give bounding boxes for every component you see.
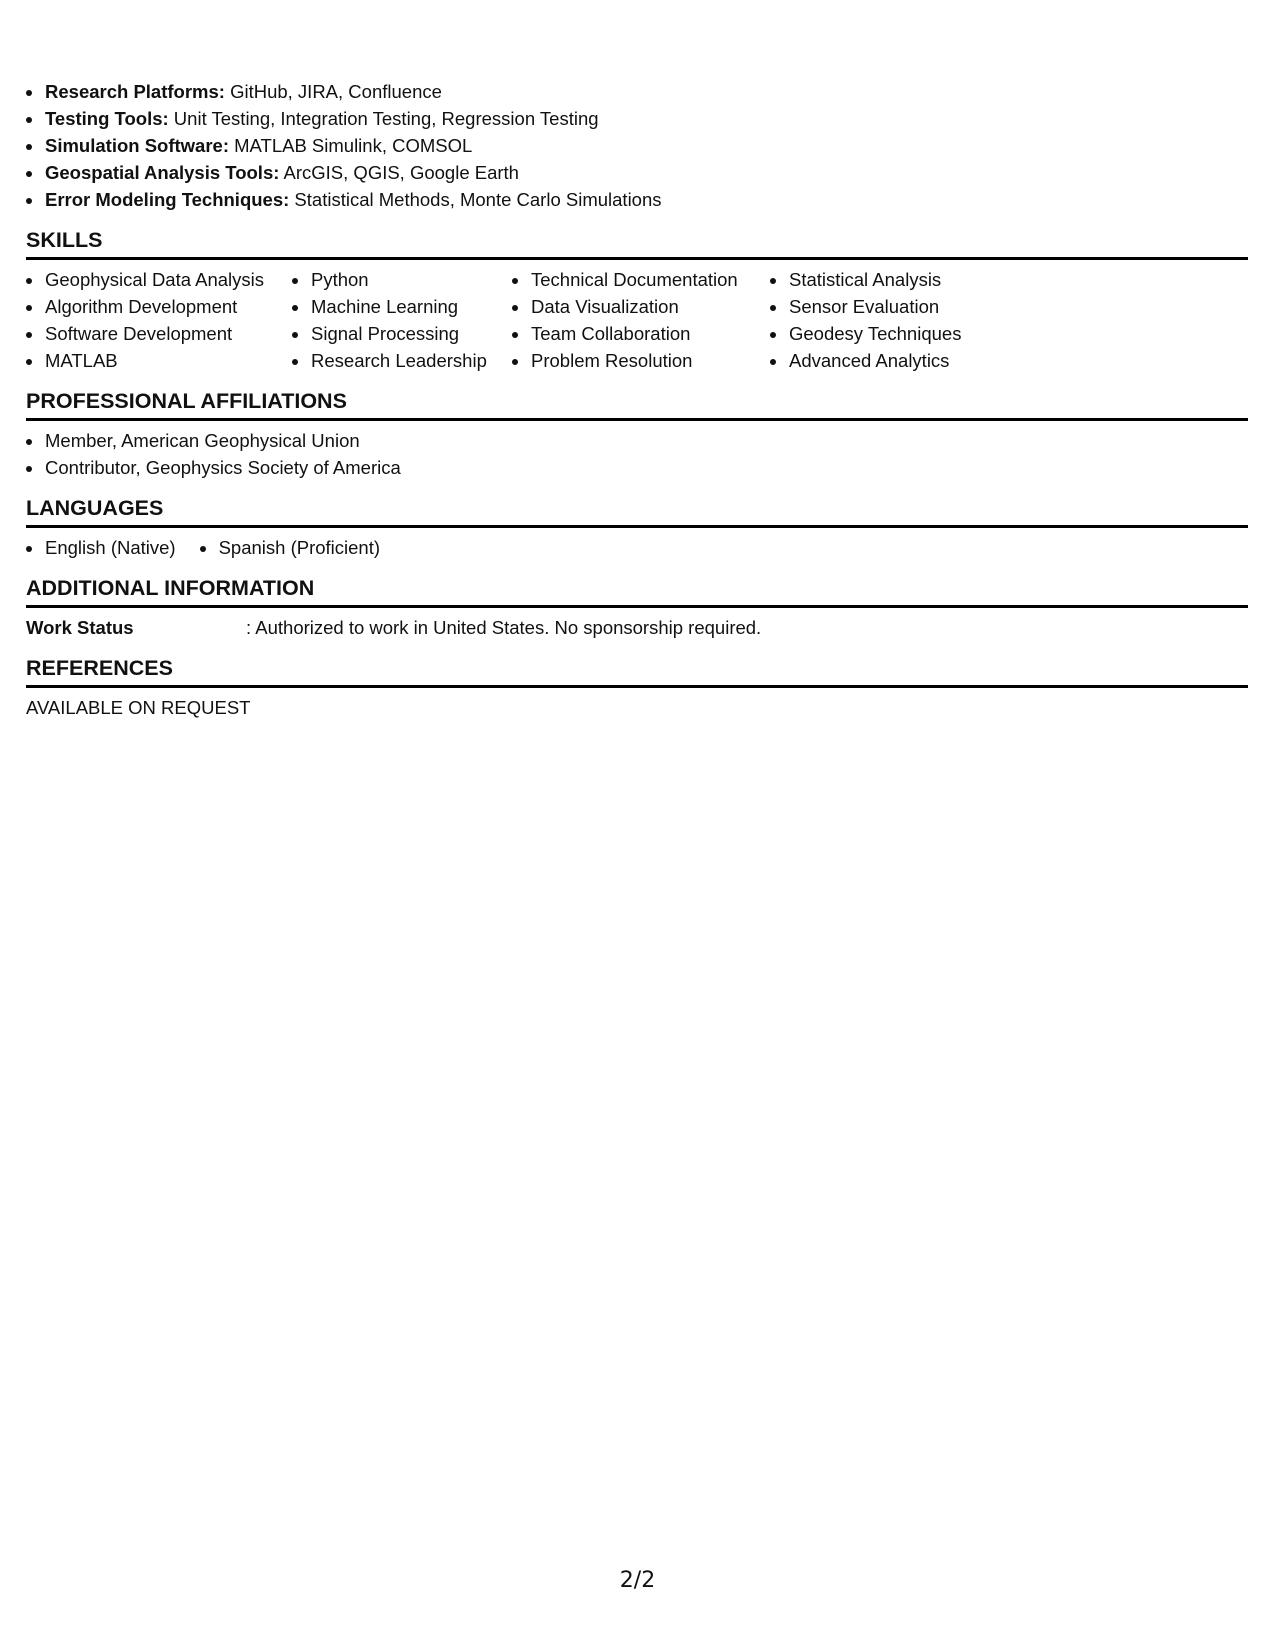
skill-item: Geodesy Techniques	[770, 320, 1010, 347]
language-item: English (Native)	[26, 534, 176, 561]
tools-item-label: Testing Tools:	[45, 108, 169, 129]
skill-item: Signal Processing	[292, 320, 512, 347]
tools-item	[26, 132, 1248, 159]
skill-item: Statistical Analysis	[770, 266, 1010, 293]
work-status-label: Work Status	[26, 617, 134, 638]
skill-item: Geophysical Data Analysis	[26, 266, 292, 293]
tools-item	[26, 105, 1248, 132]
affiliations-list	[26, 427, 1248, 481]
tools-item-value: MATLAB Simulink, COMSOL	[229, 135, 473, 156]
tools-item-value: Statistical Methods, Monte Carlo Simulations	[289, 189, 662, 210]
skill-item: Data Visualization	[512, 293, 770, 320]
affiliations-heading: PROFESSIONAL AFFILIATIONS	[26, 388, 1248, 421]
skill-item: Research Leadership	[292, 347, 512, 374]
affiliation-item: Member, American Geophysical Union	[26, 427, 1248, 454]
tools-item	[26, 159, 1248, 186]
tools-item-value: Unit Testing, Integration Testing, Regression Testing	[168, 108, 599, 129]
work-status-value: : Authorized to work in United States. No sponsorship required.	[246, 617, 762, 638]
skill-item: Algorithm Development	[26, 293, 292, 320]
references-heading: REFERENCES	[26, 655, 1248, 688]
affiliation-item: Contributor, Geophysics Society of America	[26, 454, 1248, 481]
skill-item: Machine Learning	[292, 293, 512, 320]
tools-item-label: Error Modeling Techniques:	[45, 189, 290, 210]
tools-list	[26, 78, 1248, 213]
skills-column	[292, 266, 512, 374]
skill-item: Technical Documentation	[512, 266, 770, 293]
page-number: 2/2	[619, 1568, 656, 1593]
skills-grid	[26, 266, 1248, 374]
skill-item: Python	[292, 266, 512, 293]
languages-list	[26, 534, 1248, 561]
language-item: Spanish (Proficient)	[200, 534, 380, 561]
skills-column	[26, 266, 292, 374]
languages-heading: LANGUAGES	[26, 495, 1248, 528]
resume-page-2	[26, 78, 1248, 721]
tools-item-value: ArcGIS, QGIS, Google Earth	[279, 162, 519, 183]
skill-item: Software Development	[26, 320, 292, 347]
skill-item: Advanced Analytics	[770, 347, 1010, 374]
skill-item: Sensor Evaluation	[770, 293, 1010, 320]
tools-item-label: Geospatial Analysis Tools:	[45, 162, 280, 183]
references-text: AVAILABLE ON REQUEST	[26, 697, 251, 718]
skills-column	[512, 266, 770, 374]
additional-info-heading: ADDITIONAL INFORMATION	[26, 575, 1248, 608]
skill-item: MATLAB	[26, 347, 292, 374]
tools-item-value: GitHub, JIRA, Confluence	[224, 81, 442, 102]
skills-column	[770, 266, 1010, 374]
tools-item	[26, 78, 1248, 105]
tools-item-label: Simulation Software:	[45, 135, 229, 156]
skills-heading: SKILLS	[26, 227, 1248, 260]
tools-item-label: Research Platforms:	[45, 81, 225, 102]
work-status-row	[26, 614, 1248, 641]
skill-item: Team Collaboration	[512, 320, 770, 347]
tools-item	[26, 186, 1248, 213]
skill-item: Problem Resolution	[512, 347, 770, 374]
